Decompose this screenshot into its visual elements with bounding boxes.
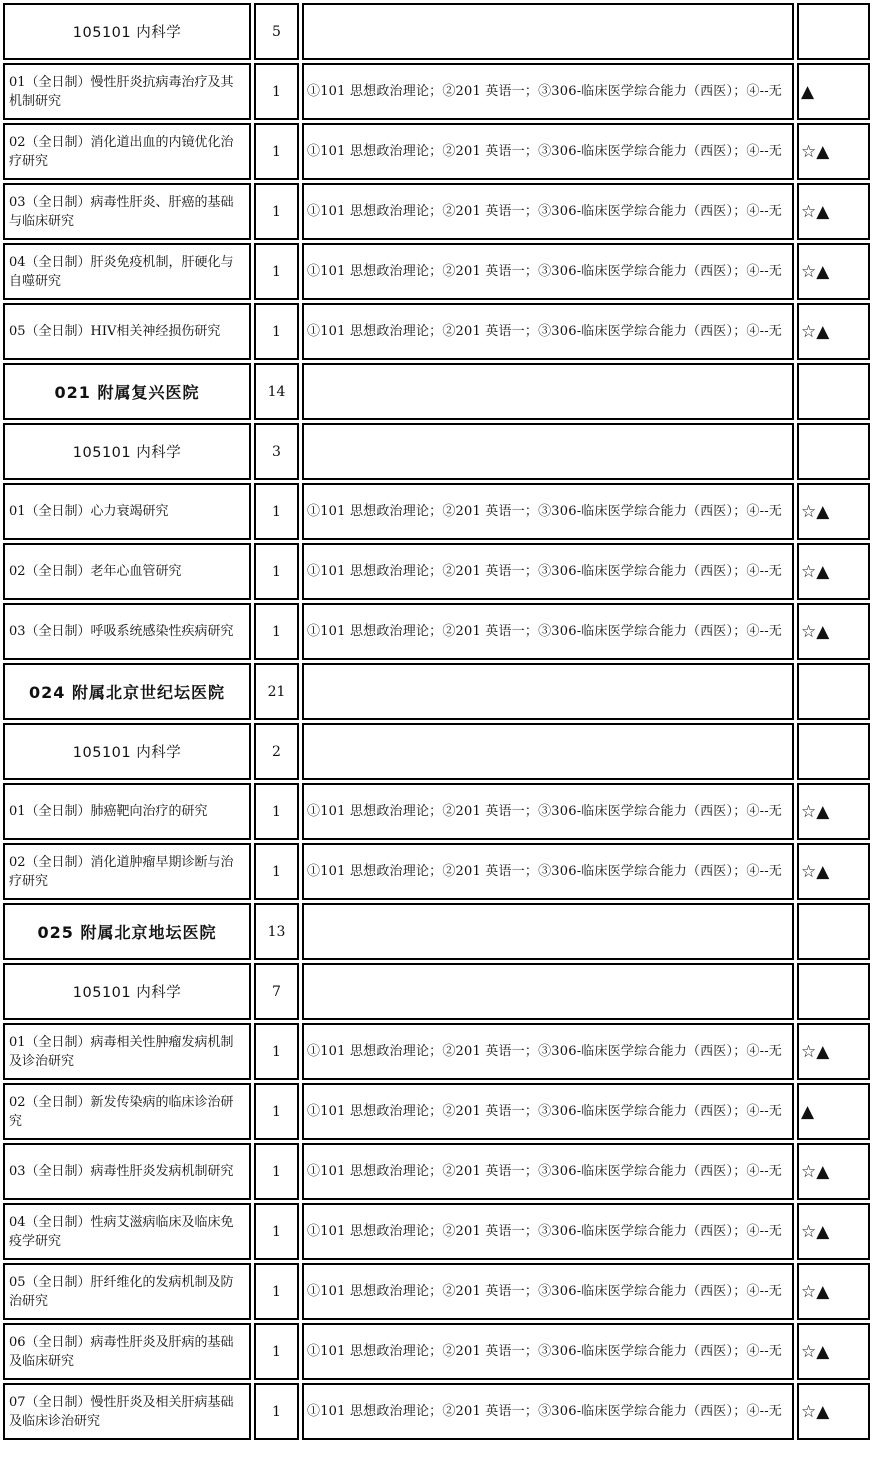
research-direction-row: [3, 603, 869, 660]
exam-subjects-text: ①101 思想政治理论；②201 英语一；③306-临床医学综合能力（西医）；④--无: [307, 204, 782, 219]
quota-text: 1: [272, 1343, 281, 1360]
department-row: [3, 903, 869, 960]
remark-marks-text: ☆▲: [801, 801, 830, 822]
name-text: 05（全日制）肝纤维化的发病机制及防治研究: [9, 1274, 234, 1309]
remark-marks-text: ☆▲: [801, 561, 830, 582]
quota-cell: [254, 243, 299, 300]
quota-cell: [254, 423, 299, 480]
exam-subjects-text: ①101 思想政治理论；②201 英语一；③306-临床医学综合能力（西医）；④--无: [307, 1224, 782, 1239]
quota-text: 1: [272, 323, 281, 340]
exam-subjects-text: ①101 思想政治理论；②201 英语一；③306-临床医学综合能力（西医）；④--无: [307, 264, 782, 279]
quota-cell: [254, 3, 299, 60]
exam-subjects-cell: [302, 1023, 794, 1080]
exam-subjects-cell: [302, 1383, 794, 1440]
exam-subjects-cell: [302, 1203, 794, 1260]
exam-subjects-text: ①101 思想政治理论；②201 英语一；③306-临床医学综合能力（西医）；④--无: [307, 1284, 782, 1299]
remark-marks-cell: [797, 963, 870, 1020]
remark-marks-text: ☆▲: [801, 1401, 830, 1422]
name-text: 02（全日制）新发传染病的临床诊治研究: [9, 1094, 234, 1129]
remark-marks-cell: [797, 843, 870, 900]
exam-subjects-cell: [302, 243, 794, 300]
research-direction-row: [3, 183, 869, 240]
name-cell: [3, 1323, 251, 1380]
quota-text: 1: [272, 143, 281, 160]
exam-subjects-text: ①101 思想政治理论；②201 英语一；③306-临床医学综合能力（西医）；④--无: [307, 1044, 782, 1059]
remark-marks-cell: [797, 243, 870, 300]
name-text: 02（全日制）消化道肿瘤早期诊断与治疗研究: [9, 854, 234, 889]
quota-text: 1: [272, 1223, 281, 1240]
name-text: 105101 内科学: [72, 745, 182, 761]
quota-text: 1: [272, 623, 281, 640]
quota-cell: [254, 903, 299, 960]
quota-text: 1: [272, 863, 281, 880]
quota-text: 1: [272, 563, 281, 580]
quota-cell: [254, 723, 299, 780]
quota-text: 1: [272, 1163, 281, 1180]
name-cell: [3, 543, 251, 600]
quota-text: 2: [272, 743, 281, 760]
quota-cell: [254, 123, 299, 180]
exam-subjects-cell: [302, 903, 794, 960]
name-text: 03（全日制）呼吸系统感染性疾病研究: [9, 624, 234, 639]
research-direction-row: [3, 1203, 869, 1260]
name-cell: [3, 1023, 251, 1080]
name-cell: [3, 783, 251, 840]
exam-subjects-text: ①101 思想政治理论；②201 英语一；③306-临床医学综合能力（西医）；④--无: [307, 1164, 782, 1179]
exam-subjects-cell: [302, 123, 794, 180]
remark-marks-cell: [797, 543, 870, 600]
quota-cell: [254, 603, 299, 660]
quota-text: 1: [272, 83, 281, 100]
name-text: 105101 内科学: [72, 985, 182, 1001]
quota-cell: [254, 303, 299, 360]
research-direction-row: [3, 1023, 869, 1080]
quota-text: 5: [272, 23, 281, 40]
remark-marks-text: ☆▲: [801, 1161, 830, 1182]
remark-marks-cell: [797, 423, 870, 480]
major-row: [3, 423, 869, 480]
remark-marks-text: ☆▲: [801, 141, 830, 162]
research-direction-row: [3, 543, 869, 600]
research-direction-row: [3, 243, 869, 300]
name-cell: [3, 423, 251, 480]
name-text: 05（全日制）HIV相关神经损伤研究: [9, 324, 221, 339]
exam-subjects-cell: [302, 1323, 794, 1380]
exam-subjects-cell: [302, 183, 794, 240]
research-direction-row: [3, 1083, 869, 1140]
department-row: [3, 663, 869, 720]
research-direction-row: [3, 63, 869, 120]
exam-subjects-text: ①101 思想政治理论；②201 英语一；③306-临床医学综合能力（西医）；④--无: [307, 144, 782, 159]
quota-text: 7: [272, 983, 281, 1000]
name-cell: [3, 963, 251, 1020]
quota-text: 13: [267, 923, 286, 940]
research-direction-row: [3, 1383, 869, 1440]
name-cell: [3, 1383, 251, 1440]
department-row: [3, 363, 869, 420]
remark-marks-text: ☆▲: [801, 1221, 830, 1242]
name-cell: [3, 723, 251, 780]
name-text: 01（全日制）心力衰竭研究: [9, 504, 169, 519]
quota-cell: [254, 363, 299, 420]
exam-subjects-cell: [302, 363, 794, 420]
quota-text: 1: [272, 1403, 281, 1420]
quota-cell: [254, 543, 299, 600]
name-cell: [3, 303, 251, 360]
remark-marks-cell: [797, 723, 870, 780]
quota-text: 14: [267, 383, 286, 400]
exam-subjects-cell: [302, 843, 794, 900]
quota-text: 1: [272, 503, 281, 520]
remark-marks-text: ☆▲: [801, 321, 830, 342]
quota-text: 1: [272, 203, 281, 220]
exam-subjects-text: ①101 思想政治理论；②201 英语一；③306-临床医学综合能力（西医）；④--无: [307, 864, 782, 879]
quota-cell: [254, 843, 299, 900]
exam-subjects-cell: [302, 543, 794, 600]
admissions-catalog-table: [3, 3, 869, 1443]
exam-subjects-cell: [302, 723, 794, 780]
exam-subjects-cell: [302, 963, 794, 1020]
name-text: 02（全日制）消化道出血的内镜优化治疗研究: [9, 134, 234, 169]
name-text: 07（全日制）慢性肝炎及相关肝病基础及临床诊治研究: [9, 1394, 234, 1429]
quota-cell: [254, 183, 299, 240]
exam-subjects-cell: [302, 1143, 794, 1200]
name-cell: [3, 1083, 251, 1140]
exam-subjects-cell: [302, 423, 794, 480]
name-text: 105101 内科学: [72, 445, 182, 461]
exam-subjects-cell: [302, 63, 794, 120]
name-text: 105101 内科学: [72, 25, 182, 41]
name-cell: [3, 1263, 251, 1320]
research-direction-row: [3, 303, 869, 360]
name-cell: [3, 843, 251, 900]
quota-cell: [254, 963, 299, 1020]
quota-text: 3: [272, 443, 281, 460]
quota-text: 1: [272, 1103, 281, 1120]
exam-subjects-text: ①101 思想政治理论；②201 英语一；③306-临床医学综合能力（西医）；④--无: [307, 504, 782, 519]
quota-cell: [254, 1023, 299, 1080]
name-text: 04（全日制）性病艾滋病临床及临床免疫学研究: [9, 1214, 234, 1249]
quota-text: 1: [272, 803, 281, 820]
remark-marks-cell: [797, 903, 870, 960]
research-direction-row: [3, 1323, 869, 1380]
remark-marks-cell: [797, 183, 870, 240]
exam-subjects-cell: [302, 483, 794, 540]
name-text: 01（全日制）病毒相关性肿瘤发病机制及诊治研究: [9, 1034, 234, 1069]
research-direction-row: [3, 483, 869, 540]
name-text: 01（全日制）慢性肝炎抗病毒治疗及其机制研究: [9, 74, 234, 109]
remark-marks-text: ▲: [801, 81, 815, 102]
exam-subjects-cell: [302, 783, 794, 840]
remark-marks-cell: [797, 363, 870, 420]
name-cell: [3, 903, 251, 960]
remark-marks-text: ☆▲: [801, 501, 830, 522]
remark-marks-text: ☆▲: [801, 1341, 830, 1362]
remark-marks-cell: [797, 1263, 870, 1320]
exam-subjects-text: ①101 思想政治理论；②201 英语一；③306-临床医学综合能力（西医）；④--无: [307, 804, 782, 819]
name-text: 03（全日制）病毒性肝炎发病机制研究: [9, 1164, 234, 1179]
remark-marks-cell: [797, 1023, 870, 1080]
remark-marks-text: ☆▲: [801, 261, 830, 282]
name-text: 024 附属北京世纪坛医院: [29, 683, 225, 702]
exam-subjects-text: ①101 思想政治理论；②201 英语一；③306-临床医学综合能力（西医）；④--无: [307, 324, 782, 339]
research-direction-row: [3, 1263, 869, 1320]
exam-subjects-cell: [302, 1263, 794, 1320]
quota-cell: [254, 1083, 299, 1140]
exam-subjects-text: ①101 思想政治理论；②201 英语一；③306-临床医学综合能力（西医）；④--无: [307, 564, 782, 579]
remark-marks-text: ☆▲: [801, 1041, 830, 1062]
quota-cell: [254, 1143, 299, 1200]
name-cell: [3, 3, 251, 60]
quota-cell: [254, 1203, 299, 1260]
quota-cell: [254, 483, 299, 540]
quota-text: 1: [272, 1043, 281, 1060]
name-text: 03（全日制）病毒性肝炎、肝癌的基础与临床研究: [9, 194, 234, 229]
remark-marks-text: ☆▲: [801, 861, 830, 882]
major-row: [3, 723, 869, 780]
name-cell: [3, 123, 251, 180]
quota-cell: [254, 663, 299, 720]
quota-text: 1: [272, 1283, 281, 1300]
name-text: 02（全日制）老年心血管研究: [9, 564, 182, 579]
name-cell: [3, 1143, 251, 1200]
exam-subjects-cell: [302, 3, 794, 60]
name-text: 01（全日制）肺癌靶向治疗的研究: [9, 804, 208, 819]
major-row: [3, 3, 869, 60]
remark-marks-cell: [797, 63, 870, 120]
exam-subjects-cell: [302, 303, 794, 360]
exam-subjects-cell: [302, 663, 794, 720]
remark-marks-cell: [797, 1143, 870, 1200]
exam-subjects-text: ①101 思想政治理论；②201 英语一；③306-临床医学综合能力（西医）；④--无: [307, 1404, 782, 1419]
research-direction-row: [3, 1143, 869, 1200]
quota-cell: [254, 1323, 299, 1380]
quota-text: 1: [272, 263, 281, 280]
remark-marks-cell: [797, 1083, 870, 1140]
research-direction-row: [3, 843, 869, 900]
name-text: 06（全日制）病毒性肝炎及肝病的基础及临床研究: [9, 1334, 234, 1369]
research-direction-row: [3, 783, 869, 840]
name-cell: [3, 363, 251, 420]
name-cell: [3, 243, 251, 300]
exam-subjects-text: ①101 思想政治理论；②201 英语一；③306-临床医学综合能力（西医）；④--无: [307, 1344, 782, 1359]
quota-cell: [254, 63, 299, 120]
remark-marks-text: ▲: [801, 1101, 815, 1122]
quota-cell: [254, 1263, 299, 1320]
name-cell: [3, 1203, 251, 1260]
name-text: 021 附属复兴医院: [54, 383, 200, 402]
remark-marks-cell: [797, 603, 870, 660]
remark-marks-cell: [797, 123, 870, 180]
remark-marks-cell: [797, 783, 870, 840]
name-cell: [3, 483, 251, 540]
remark-marks-text: ☆▲: [801, 621, 830, 642]
quota-text: 21: [267, 683, 286, 700]
exam-subjects-cell: [302, 603, 794, 660]
major-row: [3, 963, 869, 1020]
research-direction-row: [3, 123, 869, 180]
exam-subjects-cell: [302, 1083, 794, 1140]
name-text: 04（全日制）肝炎免疫机制，肝硬化与自噬研究: [9, 254, 234, 289]
name-cell: [3, 63, 251, 120]
remark-marks-text: ☆▲: [801, 201, 830, 222]
remark-marks-cell: [797, 303, 870, 360]
remark-marks-cell: [797, 483, 870, 540]
remark-marks-cell: [797, 663, 870, 720]
remark-marks-cell: [797, 1203, 870, 1260]
remark-marks-cell: [797, 1383, 870, 1440]
name-cell: [3, 183, 251, 240]
remark-marks-text: ☆▲: [801, 1281, 830, 1302]
exam-subjects-text: ①101 思想政治理论；②201 英语一；③306-临床医学综合能力（西医）；④--无: [307, 1104, 782, 1119]
name-cell: [3, 663, 251, 720]
quota-cell: [254, 783, 299, 840]
quota-cell: [254, 1383, 299, 1440]
name-text: 025 附属北京地坛医院: [37, 923, 217, 942]
exam-subjects-text: ①101 思想政治理论；②201 英语一；③306-临床医学综合能力（西医）；④--无: [307, 624, 782, 639]
remark-marks-cell: [797, 3, 870, 60]
remark-marks-cell: [797, 1323, 870, 1380]
exam-subjects-text: ①101 思想政治理论；②201 英语一；③306-临床医学综合能力（西医）；④--无: [307, 84, 782, 99]
name-cell: [3, 603, 251, 660]
